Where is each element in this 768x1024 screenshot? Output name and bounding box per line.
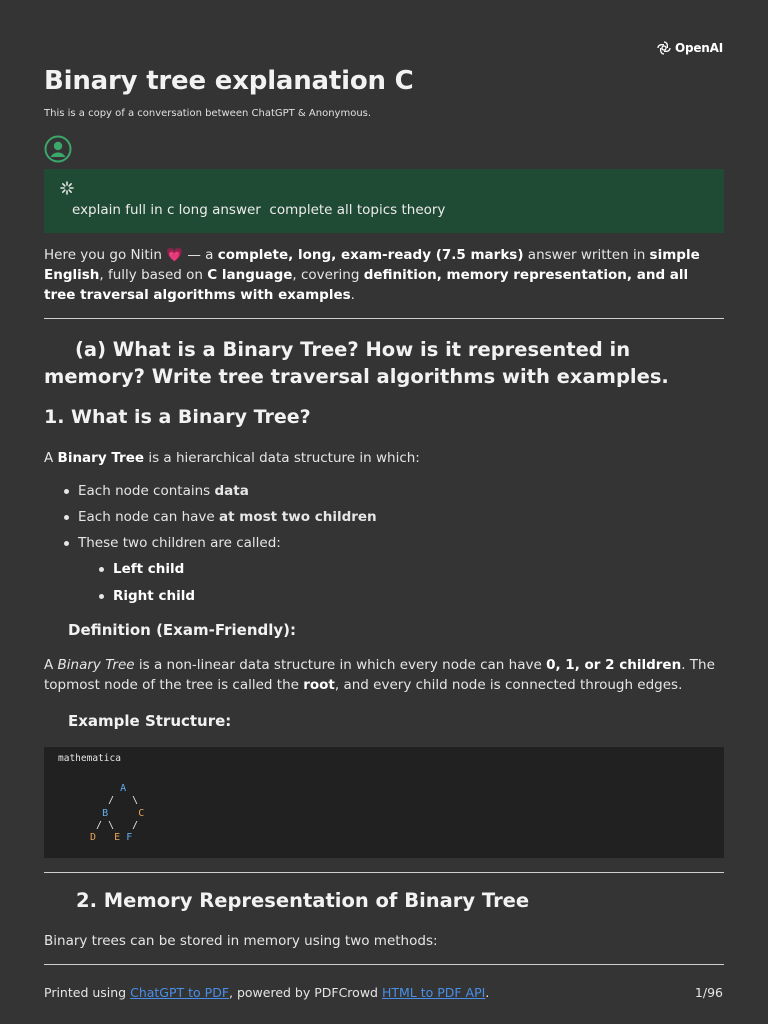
chatgpt-to-pdf-link[interactable]: ChatGPT to PDF (130, 985, 230, 1000)
brand-label: OpenAI (674, 41, 723, 55)
definition-paragraph: A Binary Tree is a non-linear data structure in which every node can have 0, 1, or 2 children. The topmost node of the tree is called the root, and every child node is connected through edges. (44, 657, 715, 693)
memory-representation-intro: Binary trees can be stored in memory using two methods: (44, 933, 438, 949)
definition-heading: Definition (Exam-Friendly): (68, 621, 297, 639)
loading-spinner-icon (60, 181, 74, 195)
openai-logo (656, 40, 723, 56)
code-language-label: mathematica (58, 753, 121, 764)
code-block (44, 747, 724, 858)
section-heading-a: (a) What is a Binary Tree? How is it represented in memory? Write tree traversal algorithms with examples. (44, 338, 669, 388)
example-structure-heading: Example Structure: (68, 712, 232, 730)
list-item: Each node can have at most two children (62, 507, 377, 533)
print-footer: Printed using ChatGPT to PDF, powered by PDFCrowd HTML to PDF API. (44, 985, 490, 1000)
heading-what-is-binary-tree: 1. What is a Binary Tree? (44, 406, 311, 428)
page-title: Binary tree explanation C (44, 66, 414, 96)
children-list (97, 559, 195, 613)
page-number: 1/96 (694, 985, 723, 1000)
divider (44, 964, 724, 965)
user-message-text: explain full in c long answer complete all topics theory (72, 202, 446, 218)
conversation-subtitle: This is a copy of a conversation between ChatGPT & Anonymous. (44, 108, 372, 119)
user-avatar-icon (44, 135, 72, 163)
heading-memory-representation: 2. Memory Representation of Binary Tree (76, 889, 530, 912)
list-item: Each node contains data (62, 481, 377, 507)
intro-paragraph: Here you go Nitin 💗 — a complete, long, exam-ready (7.5 marks) answer written in simple English, fully based on C language, covering definition, memory representation, and all tree traversal algorithms with examples. (44, 247, 700, 303)
list-item: These two children are called: (62, 533, 377, 559)
openai-icon (656, 40, 672, 56)
heart-emoji: 💗 (166, 247, 184, 263)
html-to-pdf-api-link[interactable]: HTML to PDF API (381, 985, 486, 1000)
binary-tree-properties-list (62, 481, 377, 559)
list-item: Right child (97, 586, 195, 613)
binary-tree-intro: A Binary Tree is a hierarchical data structure in which: (44, 450, 420, 466)
divider (44, 318, 724, 319)
tree-diagram-code: A / \ B C / \ / D E F (90, 783, 145, 844)
list-item: Left child (97, 559, 195, 586)
user-message-bubble (44, 169, 724, 233)
divider (44, 872, 724, 873)
